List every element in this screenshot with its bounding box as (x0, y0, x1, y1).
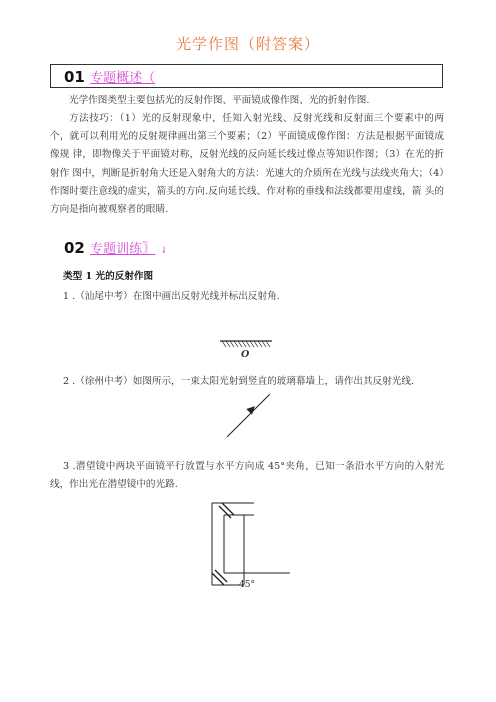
type1-heading: 类型 1 光的反射作图 (63, 271, 154, 282)
overview-intro (50, 92, 444, 110)
figure-1-mirror (220, 336, 290, 366)
section2-label: 专题训练〗 (90, 242, 156, 257)
page-title: 光学作图（附答案） (175, 35, 320, 53)
section1-heading (64, 67, 155, 86)
section2-mark: ⇃ (160, 246, 168, 256)
section2-heading (64, 238, 168, 257)
question-3 (50, 458, 444, 494)
overview-intro-text: 光学作图类型主要包括光的反射作图、平面镜成像作图、光的折射作图. (69, 95, 370, 106)
section1-label: 专题概述（ (90, 71, 156, 86)
angle-45-label: 45° (239, 580, 255, 590)
section2-number: 02 (64, 239, 85, 257)
question-1-text: 1 .（汕尾中考）在图中画出反射光线并标出反射角. (63, 291, 280, 302)
overview-tips (50, 110, 444, 219)
question-3-text: 3 .潜望镜中两块平面镜平行放置与水平方向成 45°夹角，已知一条沿水平方向的入射光线，作出光在潜望镜中的光路. (50, 461, 444, 491)
bottom-mirror (212, 570, 227, 585)
overview-tips-text: 方法技巧：（1）光的反射现象中，任知入射光线、反射光线和反射面三个要素中的两个，就可以利用光的反射规律画出第三个要素；（2）平面镜成像作图：方法是根据平面镜成像规 律，即物像关于平面镜对称，反射光线的反向延长线过像点等知识作图；（3）在光的折射作 图中，判断是折射角大还是入射角大的方法：光速大的介质所在光线与法线夹角大；（4）作图时要注意线的虚实，箭头的方向.反向延长线、作对称的垂线和法线都要用虚线，箭 头的方向是指向被观察者的眼睛. (50, 113, 444, 216)
question-2-text: 2 .（徐州中考）如图所示，一束太阳光射到竖直的玻璃幕墙上，请作出其反射光线. (63, 376, 415, 387)
top-mirror (219, 503, 234, 518)
section1-number: 01 (64, 68, 85, 86)
figure-2-light-ray (224, 392, 274, 442)
point-o-label: O (241, 349, 250, 360)
